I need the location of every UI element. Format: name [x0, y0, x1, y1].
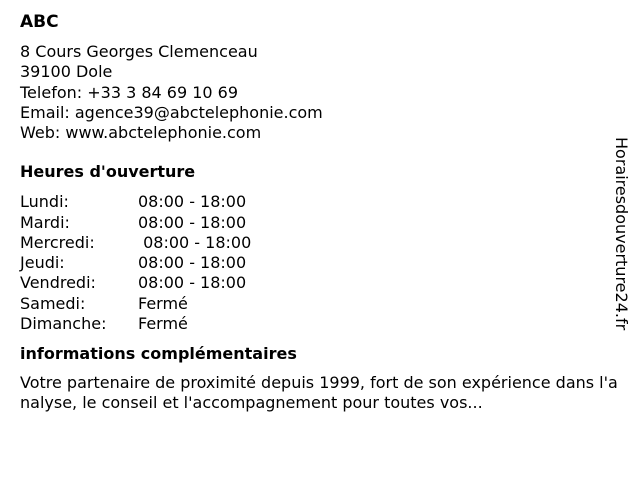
day-hours: Fermé [138, 313, 188, 333]
day-label: Samedi: [20, 293, 86, 313]
day-hours: 08:00 - 18:00 [138, 232, 252, 252]
business-description: Votre partenaire de proximité depuis 1999, fort de son expérience dans l'analyse, le conseil et l'accompagnement pour toutes vos... [20, 372, 618, 413]
day-label: Vendredi: [20, 273, 96, 293]
hours-row-friday [20, 273, 620, 293]
hours-row-saturday [20, 294, 620, 314]
hours-row-wednesday [20, 233, 620, 253]
opening-hours-heading: Heures d'ouverture [20, 162, 196, 182]
phone-line: Telefon: +33 3 84 69 10 69 [20, 82, 239, 102]
day-label: Dimanche: [20, 313, 107, 333]
business-name: ABC [20, 12, 59, 32]
hours-row-thursday [20, 253, 620, 273]
day-hours: Fermé [138, 293, 188, 313]
web-line: Web: www.abctelephonie.com [20, 123, 262, 143]
day-label: Mercredi: [20, 232, 95, 252]
address-city: 39100 Dole [20, 62, 113, 82]
day-label: Lundi: [20, 192, 69, 212]
site-watermark: Horairesdouverture24.fr [612, 137, 631, 331]
day-hours: 08:00 - 18:00 [138, 253, 247, 273]
day-label: Jeudi: [20, 253, 65, 273]
business-card [20, 10, 620, 414]
opening-hours-table [20, 192, 620, 333]
hours-row-tuesday [20, 213, 620, 233]
day-hours: 08:00 - 18:00 [138, 192, 247, 212]
additional-info-heading: informations complémentaires [20, 343, 297, 363]
hours-row-sunday [20, 314, 620, 334]
email-line: Email: agence39@abctelephonie.com [20, 102, 323, 122]
address-street: 8 Cours Georges Clemenceau [20, 42, 258, 61]
hours-row-monday [20, 192, 620, 212]
day-hours: 08:00 - 18:00 [138, 212, 247, 232]
day-hours: 08:00 - 18:00 [138, 273, 247, 293]
day-label: Mardi: [20, 212, 70, 232]
